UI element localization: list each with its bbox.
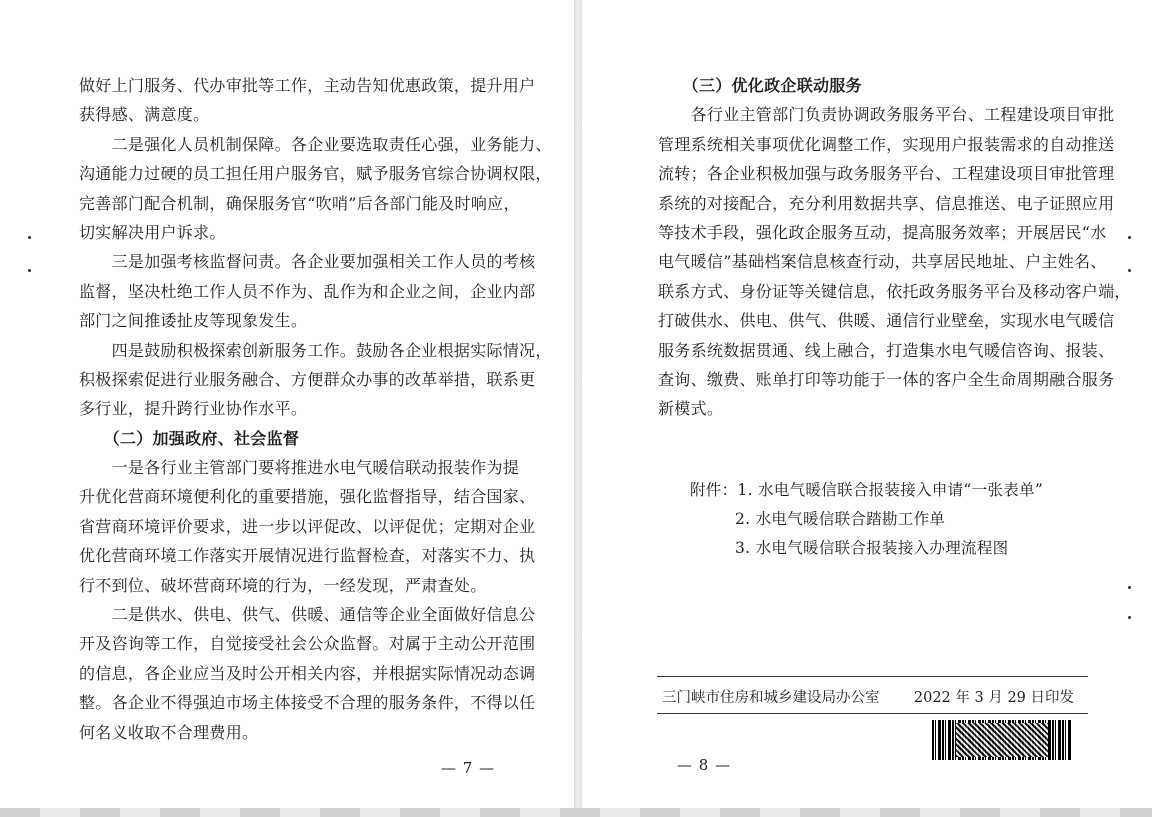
text-line: 的信息，各企业应当及时公开相关内容，并根据实际情况动态调 — [79, 663, 536, 683]
text-line: 联系方式、身份证等关键信息，依托政务服务平台及移动客户端， — [658, 281, 1131, 301]
text-line: 系统的对接配合，充分利用数据共享、信息推送、电子证照应用 — [658, 193, 1115, 213]
barcode — [932, 720, 1072, 760]
text-line: 省营商环境评价要求，进一步以评促改、以评促优；定期对企业 — [79, 516, 536, 536]
text-line: 监督，坚决杜绝工作人员不作为、乱作为和企业之间，企业内部 — [79, 281, 536, 301]
text-line: 部门之间推诿扯皮等现象发生。 — [79, 311, 308, 331]
text-line: 沟通能力过硬的员工担任用户服务官，赋予服务官综合协调权限， — [79, 164, 552, 184]
text-line: 二是强化人员机制保障。各企业要选取责任心强，业务能力、 — [79, 134, 552, 154]
imprint-rule-top — [657, 676, 1088, 677]
text-line: 切实解决用户诉求。 — [79, 222, 226, 242]
text-line: 积极探索促进行业服务融合、方便群众办事的改革举措，联系更 — [79, 369, 536, 389]
text-line: 一是各行业主管部门要将推进水电气暖信联动报装作为提 — [79, 458, 520, 478]
text-line: 开及咨询等工作，自觉接受社会公众监督。对属于主动公开范围 — [79, 634, 536, 654]
imprint-rule-bottom — [657, 713, 1088, 714]
text-line: 优化营商环境工作落实开展情况进行监督检查，对落实不力、执 — [79, 546, 536, 566]
page-number-right: — 8 — — [677, 756, 732, 774]
left-body-text — [79, 71, 552, 747]
scan-speck — [1128, 616, 1131, 619]
text-line: 新模式。 — [658, 399, 724, 419]
text-line: 整。各企业不得强迫市场主体接受不合理的服务条件，不得以任 — [79, 693, 536, 713]
attachment-1 — [690, 478, 1043, 500]
scan-speck — [1128, 586, 1131, 589]
imprint-date: 2022 年 3 月 29 日印发 — [913, 690, 1074, 706]
text-line: 二是供水、供电、供气、供暖、通信等企业全面做好信息公 — [79, 605, 536, 625]
scan-speck — [28, 236, 31, 239]
text-line: 多行业，提升跨行业协作水平。 — [79, 399, 308, 419]
text-line: 完善部门配合机制，确保服务官“吹哨”后各部门能及时响应， — [79, 193, 520, 213]
scan-speck — [28, 269, 31, 272]
text-line: 管理系统相关事项优化调整工作，实现用户报装需求的自动推送 — [658, 134, 1115, 154]
text-line: 何名义收取不合理费用。 — [79, 722, 259, 742]
section-heading: （三）优化政企联动服务 — [658, 76, 862, 95]
scan-speck — [1128, 236, 1131, 239]
attachment-3: 3. 水电气暖信联合报装接入办理流程图 — [735, 539, 1009, 557]
text-line: 查询、缴费、账单打印等功能于一体的客户全生命周期融合服务 — [658, 369, 1115, 389]
page-gutter — [574, 0, 582, 817]
text-line: 四是鼓励积极探索创新服务工作。鼓励各企业根据实际情况， — [79, 340, 552, 360]
text-line: 流转；各企业积极加强与政务服务平台、工程建设项目审批管理 — [658, 164, 1115, 184]
text-line: 三是加强考核监督问责。各企业要加强相关工作人员的考核 — [79, 252, 536, 272]
text-line: 打破供水、供电、供气、供暖、通信行业壁垒，实现水电气暖信 — [658, 311, 1115, 331]
section-heading: （二）加强政府、社会监督 — [79, 428, 300, 448]
text-line: 各行业主管部门负责协调政务服务平台、工程建设项目审批 — [658, 105, 1115, 125]
attachment-item: 1. 水电气暖信联合报装接入申请“一张表单” — [737, 481, 1044, 499]
text-line: 行不到位、破坏营商环境的行为，一经发现，严肃查处。 — [79, 575, 487, 595]
text-line: 电气暖信”基础档案信息核查行动，共享居民地址、户主姓名、 — [658, 252, 1107, 272]
text-line: 等技术手段，强化政企服务互动，提高服务效率；开展居民“水 — [658, 222, 1107, 242]
page-number-left: — 7 — — [441, 759, 496, 777]
imprint-line — [662, 686, 1074, 707]
text-line: 获得感、满意度。 — [79, 105, 210, 125]
right-body-text — [658, 71, 1131, 424]
scan-edge — [0, 808, 1152, 817]
attachment-2: 2. 水电气暖信联合踏勘工作单 — [735, 510, 946, 528]
text-line: 升优化营商环境便利化的重要措施，强化监督指导，结合国家、 — [79, 487, 536, 507]
attachment-label: 附件： — [690, 481, 738, 499]
text-line: 做好上门服务、代办审批等工作，主动告知优惠政策，提升用户 — [79, 76, 536, 95]
text-line: 服务系统数据贯通、线上融合，打造集水电气暖信咨询、报装、 — [658, 340, 1115, 360]
scan-speck — [1128, 269, 1131, 272]
imprint-issuer: 三门峡市住房和城乡建设局办公室 — [662, 690, 880, 706]
